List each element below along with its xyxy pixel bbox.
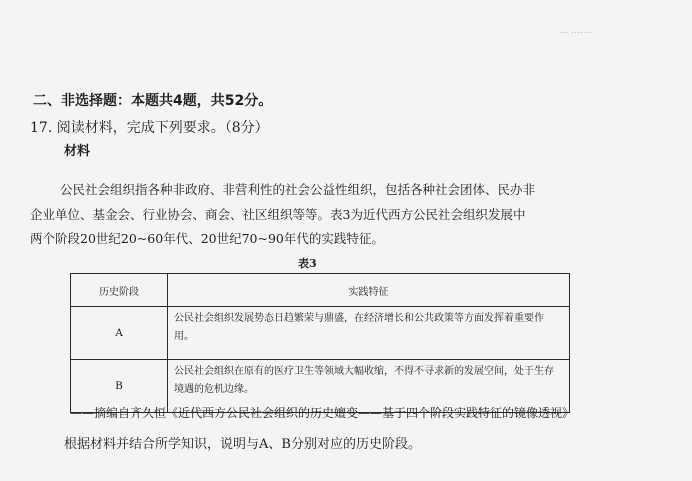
question-title: 17. 阅读材料，完成下列要求。（8分） [30, 120, 269, 136]
material-label: 材料 [64, 144, 91, 159]
table-header-row [71, 274, 570, 307]
stage-cell: A [71, 307, 168, 360]
material-paragraph-line-1: 公民社会组织指各种非政府、非营利性的社会公益性组织，包括各种社会团体、民办非 [60, 182, 536, 197]
practice-table [70, 273, 570, 413]
stage-cell: B [71, 360, 168, 413]
source-citation: ——摘编自齐久恒《近代西方公民社会组织的历史嬗变——基于四个阶段实践特征的镜像透视》 [70, 406, 575, 420]
section-heading: 二、非选择题：本题共4题，共52分。 [33, 93, 273, 109]
feature-cell: 公民社会组织发展势态日趋繁荣与鼎盛，在经济增长和公共政策等方面发挥着重要作用。 [168, 307, 570, 360]
question-prompt: 根据材料并结合所学知识，说明与A、B分别对应的历史阶段。 [64, 437, 421, 452]
table-caption: 表3 [298, 257, 317, 270]
table-row [71, 307, 570, 360]
material-paragraph-line-2: 企业单位、基金会、行业协会、商会、社区组织等等。表3为近代西方公民社会组织发展中 [30, 207, 526, 222]
header-stage: 历史阶段 [71, 274, 168, 307]
feature-cell: 公民社会组织在原有的医疗卫生等领域大幅收缩，不得不寻求新的发展空间，处于生存境遇的危机边缘。 [168, 360, 570, 413]
material-paragraph-line-3: 两个阶段20世纪20~60年代、20世纪70~90年代的实践特征。 [30, 231, 384, 246]
header-feature: 实践特征 [168, 274, 570, 307]
corner-mark: ··· ······· [560, 30, 592, 37]
